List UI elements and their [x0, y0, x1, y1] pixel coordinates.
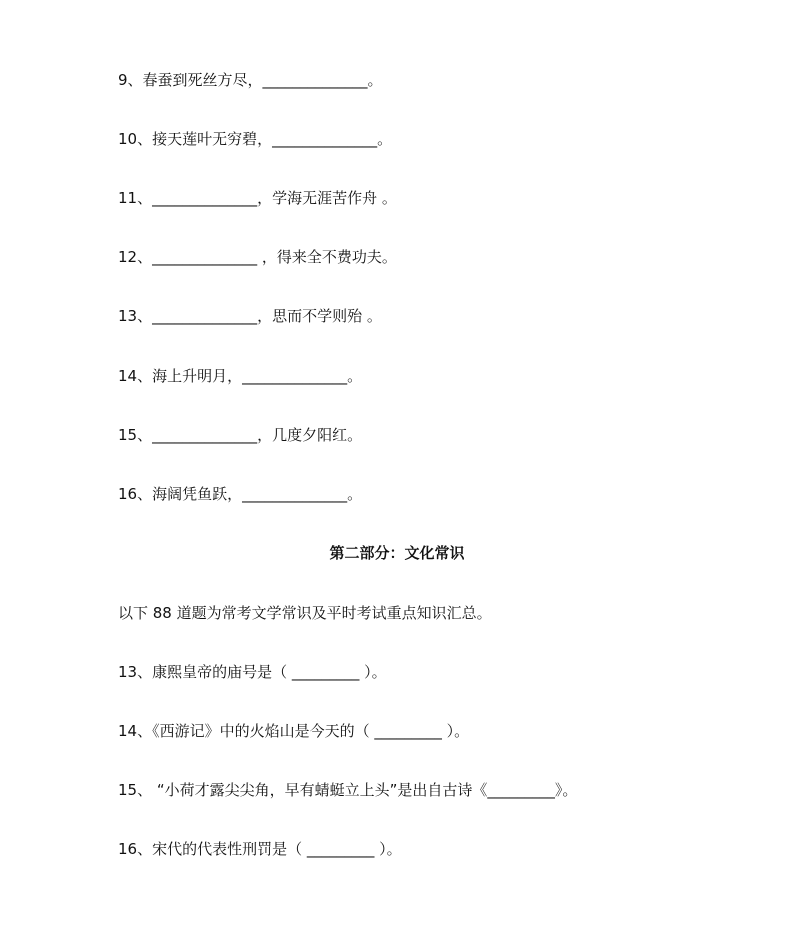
section-intro: 以下 88 道题为常考文学常识及平时考试重点知识汇总。 — [118, 604, 492, 622]
poetry-question-13: 13、______________，思而不学则殆 。 — [118, 307, 382, 325]
poetry-question-9: 9、春蚕到死丝方尽，______________。 — [118, 71, 383, 89]
culture-question-14: 14、《西游记》中的火焰山是今天的（ _________ ）。 — [118, 722, 470, 740]
poetry-question-12: 12、______________ ，得来全不费功夫。 — [118, 248, 397, 266]
culture-question-15: 15、 “小荷才露尖尖角，早有蜻蜓立上头”是出自古诗《_________》。 — [118, 781, 578, 799]
poetry-question-16: 16、海阔凭鱼跃，______________。 — [118, 485, 363, 503]
culture-question-16: 16、宋代的代表性刑罚是（ _________ ）。 — [118, 840, 402, 858]
poetry-question-14: 14、海上升明月，______________。 — [118, 367, 363, 385]
poetry-question-11: 11、______________，学海无涯苦作舟 。 — [118, 189, 397, 207]
culture-question-13: 13、康熙皇帝的庙号是（ _________ ）。 — [118, 663, 387, 681]
poetry-question-15: 15、______________，几度夕阳红。 — [118, 426, 363, 444]
poetry-question-10: 10、接天莲叶无穷碧，______________。 — [118, 130, 393, 148]
section-title: 第二部分：文化常识 — [329, 544, 465, 562]
